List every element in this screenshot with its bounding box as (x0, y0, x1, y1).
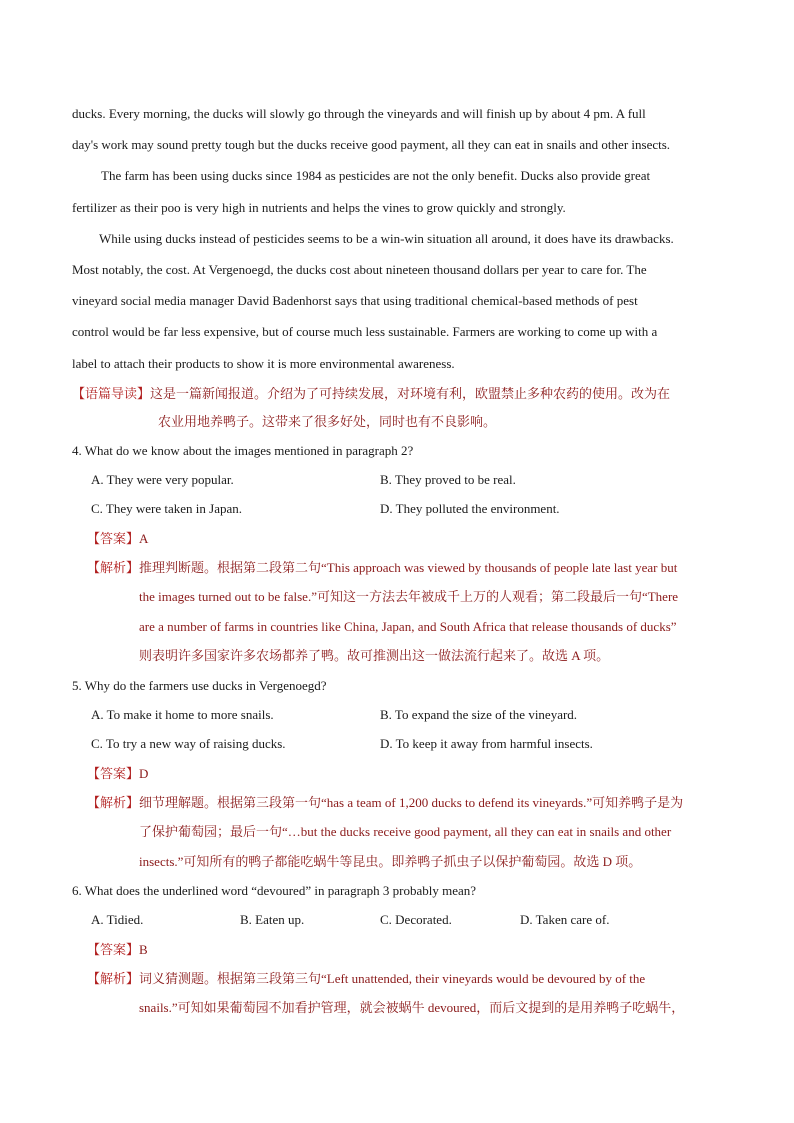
answer-tag: 【答案】 (87, 941, 140, 957)
explanation-tag: 【解析】 (87, 970, 140, 986)
option-c: C. They were taken in Japan. (91, 501, 243, 517)
answer-line (72, 759, 726, 788)
option-b: B. Eaten up. (240, 912, 305, 928)
option-a: A. They were very popular. (91, 471, 234, 487)
guide-tag: 【语篇导读】 (72, 385, 151, 401)
option-b: B. They proved to be real. (380, 471, 516, 487)
option-list (72, 465, 726, 524)
explanation-line: the images turned out to be false.”可知这一方法去年被成千上万的人观看；第二段最后一句“There (139, 589, 679, 605)
option-c: C. Decorated. (380, 912, 452, 928)
question-stem: 6. What does the underlined word “devoured” in paragraph 3 probably mean? (72, 883, 477, 899)
passage-paragraph-2 (72, 160, 726, 222)
answer-line (72, 524, 726, 553)
question-stem: 5. Why do the farmers use ducks in Vergenoegd? (72, 677, 327, 693)
passage-paragraph-3 (72, 223, 726, 379)
reading-guide (72, 380, 726, 436)
option-b: B. To expand the size of the vineyard. (380, 706, 578, 722)
text-line: While using ducks instead of pesticides seems to be a win-win situation all around, it does have its drawbacks. (99, 230, 674, 246)
text-line: control would be far less expensive, but of course much less sustainable. Farmers are working to come up with a (72, 324, 658, 340)
text-line: day's work may sound pretty tough but the ducks receive good payment, all they can eat in snails and other insects. (72, 137, 671, 153)
explanation (72, 553, 726, 671)
option-list (72, 700, 726, 759)
answer-tag: 【答案】 (87, 530, 140, 546)
explanation-line: 则表明许多国家许多农场都养了鸭。故可推测出这一做法流行起来了。故选 A 项。 (139, 648, 610, 664)
explanation-line: are a number of farms in countries like China, Japan, and South Africa that release thousands of ducks” (139, 618, 677, 634)
explanation-body (87, 788, 726, 877)
explanation-tag: 【解析】 (87, 559, 140, 575)
option-c: C. To try a new way of raising ducks. (91, 736, 286, 752)
explanation-line: 了保护葡萄园；最后一句“…but the ducks receive good payment, all they can eat in snails and other (139, 824, 672, 840)
answer-value: A (139, 530, 149, 546)
question-5 (72, 671, 726, 877)
text-line: fertilizer as their poo is very high in nutrients and helps the vines to grow quickly and strongly. (72, 199, 566, 215)
explanation-line: snails.”可知如果葡萄园不加看护管理，就会被蜗牛 devoured，而后文提到的是用养鸭子吃蜗牛， (139, 1000, 685, 1016)
passage-paragraph-1 (72, 98, 726, 160)
guide-line-2: 农业用地养鸭子。这带来了很多好处，同时也有不良影响。 (158, 413, 497, 429)
option-a: A. To make it home to more snails. (91, 706, 274, 722)
option-d: D. To keep it away from harmful insects. (380, 736, 593, 752)
explanation-line: 细节理解题。根据第三段第一句“has a team of 1,200 ducks to defend its vineyards.”可知养鸭子是为 (139, 794, 684, 810)
option-d: D. Taken care of. (520, 912, 610, 928)
text-line: Most notably, the cost. At Vergenoegd, the ducks cost about nineteen thousand dollars per year to care for. The (72, 262, 647, 278)
explanation-body (87, 553, 726, 671)
question-4 (72, 436, 726, 671)
guide-line-1: 这是一篇新闻报道。介绍为了可持续发展，对环境有利，欧盟禁止多种农药的使用。改为在 (150, 385, 671, 401)
text-line: label to attach their products to show it is more environmental awareness. (72, 355, 455, 371)
answer-value: B (139, 941, 148, 957)
answer-tag: 【答案】 (87, 765, 140, 781)
answer-line (72, 935, 726, 964)
text-line: vineyard social media manager David Badenhorst says that using traditional chemical-based methods of pest (72, 293, 638, 309)
explanation-line: 词义猜测题。根据第三段第三句“Left unattended, their vineyards would be devoured by of the (139, 970, 646, 986)
text-line: ducks. Every morning, the ducks will slowly go through the vineyards and will finish up by about 4 pm. A full (72, 106, 646, 121)
question-6 (72, 876, 726, 1023)
answer-value: D (139, 765, 149, 781)
explanation (72, 964, 726, 1023)
document-page (72, 98, 726, 1023)
text-line: The farm has been using ducks since 1984 as pesticides are not the only benefit. Ducks also provide great (101, 168, 651, 184)
explanation (72, 788, 726, 877)
explanation-body (87, 964, 726, 1023)
explanation-line: insects.”可知所有的鸭子都能吃蜗牛等昆虫。即养鸭子抓虫子以保护葡萄园。故选 D 项。 (139, 853, 642, 869)
option-a: A. Tidied. (91, 912, 144, 928)
explanation-line: 推理判断题。根据第二段第二句“This approach was viewed by thousands of people late last year but (139, 559, 678, 575)
explanation-tag: 【解析】 (87, 794, 140, 810)
option-list (72, 905, 726, 935)
option-d: D. They polluted the environment. (380, 501, 560, 517)
question-stem: 4. What do we know about the images mentioned in paragraph 2? (72, 442, 414, 458)
